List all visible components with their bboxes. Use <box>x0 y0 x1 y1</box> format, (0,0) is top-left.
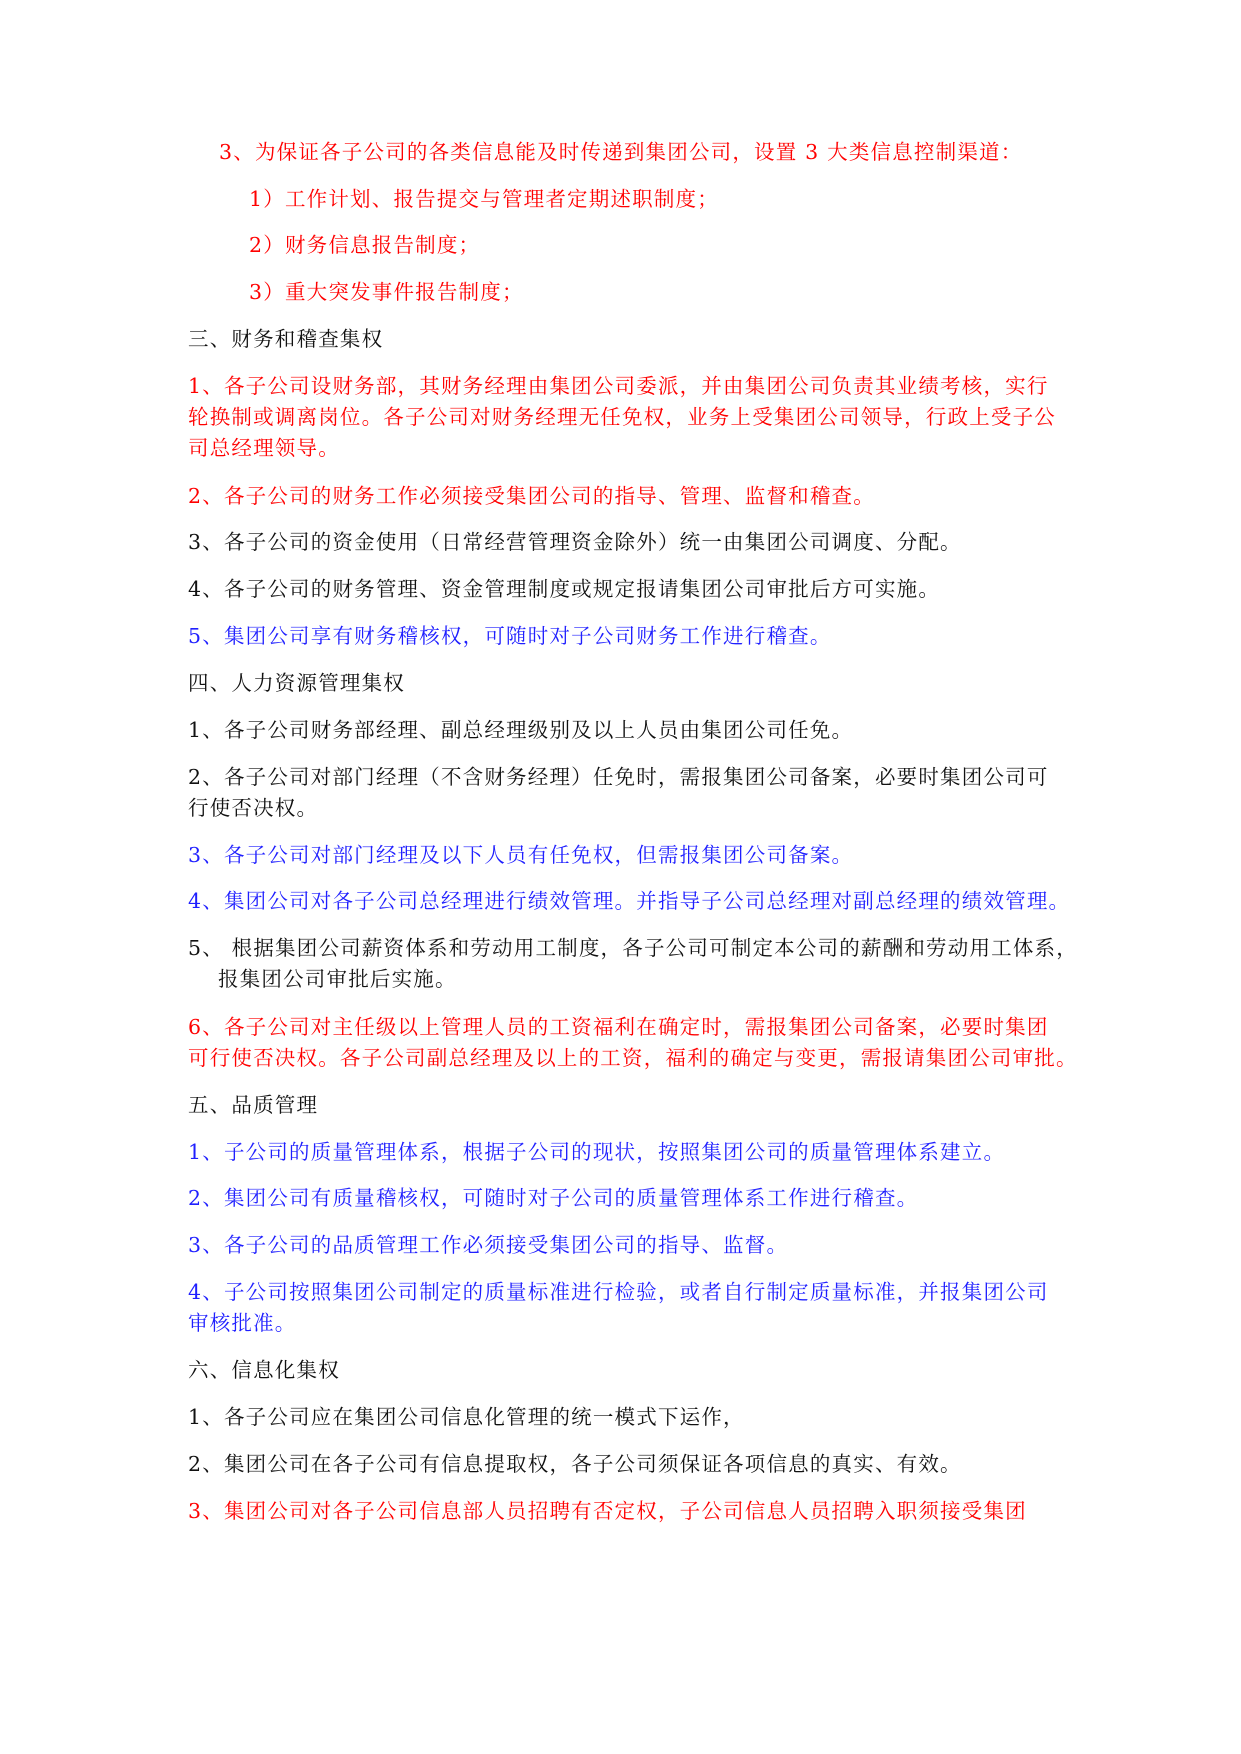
section-heading: 六、信息化集权 <box>188 1358 340 1382</box>
text-line: 6、各子公司对主任级以上管理人员的工资福利在确定时，需报集团公司备案，必要时集团 <box>188 1015 1049 1039</box>
text-line: 1、各子公司应在集团公司信息化管理的统一模式下运作， <box>188 1405 745 1429</box>
text-line: 2、各子公司对部门经理（不含财务经理）任免时，需报集团公司备案，必要时集团公司可 <box>188 765 1049 789</box>
text-line: 报集团公司审批后实施。 <box>218 967 457 991</box>
text-line: 2、集团公司有质量稽核权，可随时对子公司的质量管理体系工作进行稽查。 <box>188 1186 919 1210</box>
text-line: 3、集团公司对各子公司信息部人员招聘有否定权，子公司信息人员招聘入职须接受集团 <box>188 1499 1027 1523</box>
text-line: 1、子公司的质量管理体系，根据子公司的现状，按照集团公司的质量管理体系建立。 <box>188 1140 1006 1164</box>
text-line: 审核批准。 <box>188 1311 297 1335</box>
text-line: 5、 根据集团公司薪资体系和劳动用工制度，各子公司可制定本公司的薪酬和劳动用工体系， <box>188 936 1078 960</box>
text-line: 2、集团公司在各子公司有信息提取权，各子公司须保证各项信息的真实、有效。 <box>188 1452 962 1476</box>
section-heading: 四、人力资源管理集权 <box>188 671 405 695</box>
text-line: 1、各子公司财务部经理、副总经理级别及以上人员由集团公司任免。 <box>188 718 854 742</box>
text-line: 1）工作计划、报告提交与管理者定期述职制度； <box>249 187 719 211</box>
section-heading: 五、品质管理 <box>188 1093 319 1117</box>
text-line: 司总经理领导。 <box>188 436 340 460</box>
text-line: 5、集团公司享有财务稽核权，可随时对子公司财务工作进行稽查。 <box>188 624 832 648</box>
text-line: 4、集团公司对各子公司总经理进行绩效管理。并指导子公司总经理对副总经理的绩效管理。 <box>188 889 1071 913</box>
text-line: 行使否决权。 <box>188 796 319 820</box>
section-heading: 三、财务和稽查集权 <box>188 327 384 351</box>
text-line: 3、各子公司的资金使用（日常经营管理资金除外）统一由集团公司调度、分配。 <box>188 530 962 554</box>
text-line: 3、为保证各子公司的各类信息能及时传递到集团公司，设置 3 大类信息控制渠道： <box>219 140 1023 164</box>
text-line: 可行使否决权。各子公司副总经理及以上的工资，福利的确定与变更，需报请集团公司审批。 <box>188 1046 1078 1070</box>
text-line: 3）重大突发事件报告制度； <box>249 280 524 304</box>
text-line: 4、子公司按照集团公司制定的质量标准进行检验，或者自行制定质量标准，并报集团公司 <box>188 1280 1049 1304</box>
text-line: 3、各子公司对部门经理及以下人员有任免权，但需报集团公司备案。 <box>188 843 854 867</box>
text-line: 4、各子公司的财务管理、资金管理制度或规定报请集团公司审批后方可实施。 <box>188 577 941 601</box>
text-line: 轮换制或调离岗位。各子公司对财务经理无任免权，业务上受集团公司领导，行政上受子公 <box>188 405 1056 429</box>
text-line: 2、各子公司的财务工作必须接受集团公司的指导、管理、监督和稽查。 <box>188 484 875 508</box>
text-line: 1、各子公司设财务部，其财务经理由集团公司委派，并由集团公司负责其业绩考核，实行 <box>188 374 1049 398</box>
text-line: 3、各子公司的品质管理工作必须接受集团公司的指导、监督。 <box>188 1233 789 1257</box>
text-line: 2）财务信息报告制度； <box>249 233 481 257</box>
